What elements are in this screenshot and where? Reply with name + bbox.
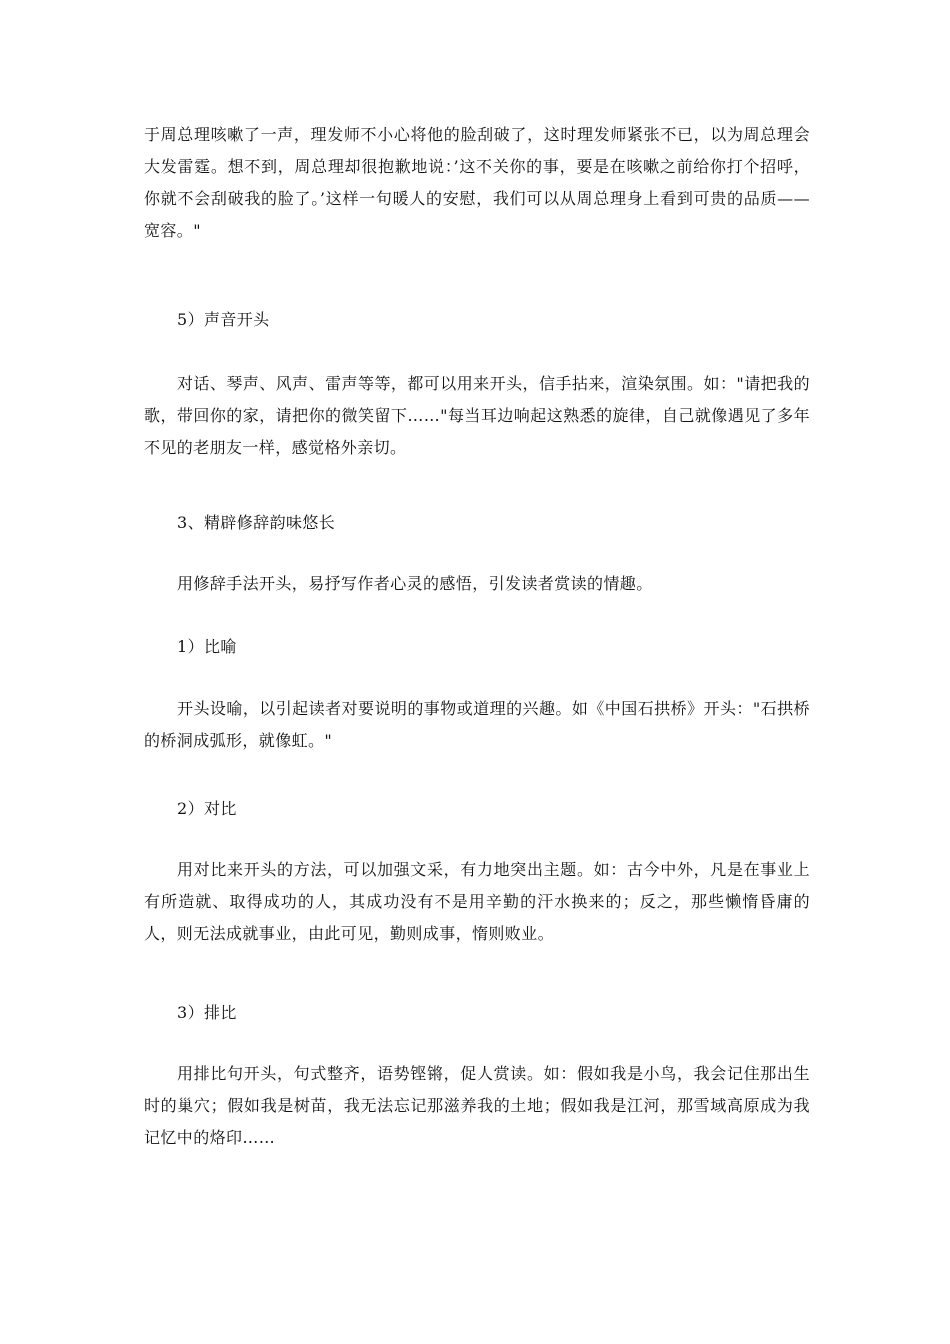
paragraph-metaphor: 开头设喻，以引起读者对要说明的事物或道理的兴趣。如《中国石拱桥》开头："石拱桥的桥洞成弧形，就像虹。" <box>144 699 810 750</box>
heading-parallelism: 3）排比 <box>177 1003 237 1022</box>
heading-sound-opening: 5）声音开头 <box>177 310 270 329</box>
paragraph-contrast: 用对比来开头的方法，可以加强文采，有力地突出主题。如：古今中外，凡是在事业上有所造就、取得成功的人，其成功没有不是用辛勤的汗水换来的；反之，那些懒惰昏庸的人，则无法成就事业，由此可见，勤则成事，惰则败业。 <box>144 860 810 943</box>
paragraph-premier-story: 于周总理咳嗽了一声，理发师不小心将他的脸刮破了，这时理发师紧张不已，以为周总理会大发雷霆。想不到，周总理却很抱歉地说：’这不关你的事，要是在咳嗽之前给你打个招呼，你就不会刮破我的脸了。’这样一句暖人的安慰，我们可以从周总理身上看到可贵的品质——宽容。" <box>144 125 810 240</box>
heading-contrast: 2）对比 <box>177 799 237 818</box>
heading-rhetoric: 3、精辟修辞韵味悠长 <box>177 513 336 532</box>
paragraph-rhetoric: 用修辞手法开头，易抒写作者心灵的感悟，引发读者赏读的情趣。 <box>177 574 653 593</box>
paragraph-sound-opening: 对话、琴声、风声、雷声等等，都可以用来开头，信手拈来，渲染氛围。如："请把我的歌，带回你的家，请把你的微笑留下……"每当耳边响起这熟悉的旋律，自己就像遇见了多年不见的老朋友一样，感觉格外亲切。 <box>144 374 810 457</box>
heading-metaphor: 1）比喻 <box>177 637 237 656</box>
paragraph-parallelism: 用排比句开头，句式整齐，语势铿锵，促人赏读。如：假如我是小鸟，我会记住那出生时的巢穴；假如我是树苗，我无法忘记那滋养我的土地；假如我是江河，那雪域高原成为我记忆中的烙印…… <box>144 1064 810 1147</box>
